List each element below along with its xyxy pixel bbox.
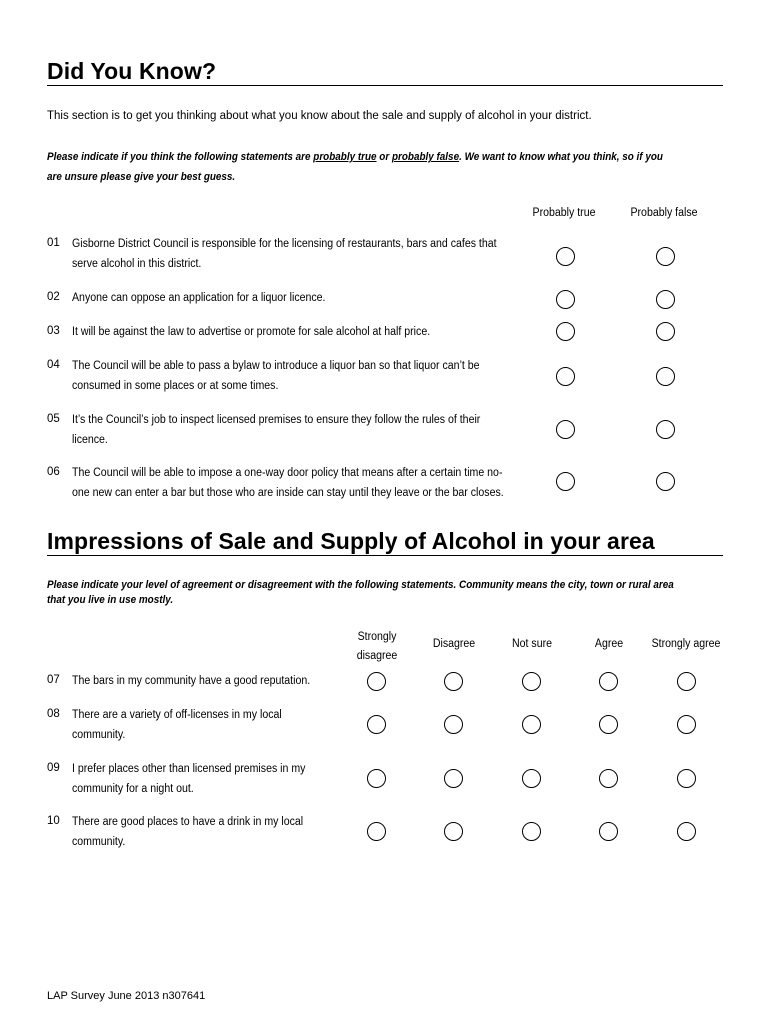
q01-probably-true-radio[interactable]	[556, 247, 575, 266]
q09-strongly-disagree-radio[interactable]	[367, 769, 386, 788]
q02-probably-true-radio[interactable]	[556, 290, 575, 309]
question-text: It’s the Council’s job to inspect licensed premises to ensure they follow the rules of their licence.	[72, 414, 481, 446]
q07-disagree-radio[interactable]	[444, 672, 463, 691]
question-number: 03	[47, 325, 60, 337]
question-number: 01	[47, 237, 60, 249]
column-header-probably-true: Probably true	[532, 207, 596, 219]
question-text: It will be against the law to advertise or promote for sale alcohol at half price.	[72, 326, 431, 338]
q06-probably-false-radio[interactable]	[656, 472, 675, 491]
q08-strongly-agree-radio[interactable]	[677, 715, 696, 734]
column-header-not-sure: Not sure	[512, 638, 552, 650]
q08-agree-radio[interactable]	[599, 715, 618, 734]
q03-probably-false-radio[interactable]	[656, 322, 675, 341]
question-text: Gisborne District Council is responsible for the licensing of restaurants, bars and cafes that serve alcohol in this district.	[72, 238, 497, 270]
column-header-disagree: Disagree	[432, 638, 476, 650]
question-text: The Council will be able to pass a bylaw to introduce a liquor ban so that liquor can’t be consumed in some places or at some times.	[72, 360, 480, 392]
q04-probably-true-radio[interactable]	[556, 367, 575, 386]
question-number: 04	[47, 359, 60, 371]
question-text: I prefer places other than licensed premises in my community for a night out.	[72, 763, 306, 795]
question-number: 07	[47, 674, 60, 686]
column-header-agree: Agree	[594, 638, 624, 650]
question-number: 05	[47, 413, 60, 425]
q06-probably-true-radio[interactable]	[556, 472, 575, 491]
q10-not-sure-radio[interactable]	[522, 822, 541, 841]
q03-probably-true-radio[interactable]	[556, 322, 575, 341]
section1-title: Did You Know?	[47, 58, 217, 84]
column-header-strongly-disagree: Strongly disagree	[356, 631, 398, 662]
q04-probably-false-radio[interactable]	[656, 367, 675, 386]
column-header-probably-false: Probably false	[630, 207, 698, 219]
q10-agree-radio[interactable]	[599, 822, 618, 841]
footer-text: LAP Survey June 2013 n307641	[47, 990, 206, 1002]
section2-rule	[47, 555, 723, 556]
q08-not-sure-radio[interactable]	[522, 715, 541, 734]
q08-strongly-disagree-radio[interactable]	[367, 715, 386, 734]
q10-strongly-agree-radio[interactable]	[677, 822, 696, 841]
q09-not-sure-radio[interactable]	[522, 769, 541, 788]
probably-true-emphasis: probably true	[313, 151, 377, 163]
q05-probably-true-radio[interactable]	[556, 420, 575, 439]
section1-instruction-line1: Please indicate if you think the following statements are probably true or probably false. We want to know what you think, so if you	[47, 151, 663, 163]
q07-agree-radio[interactable]	[599, 672, 618, 691]
q01-probably-false-radio[interactable]	[656, 247, 675, 266]
question-number: 08	[47, 708, 60, 720]
q09-disagree-radio[interactable]	[444, 769, 463, 788]
question-text: The bars in my community have a good reputation.	[72, 675, 311, 687]
q10-disagree-radio[interactable]	[444, 822, 463, 841]
section1-rule	[47, 85, 723, 86]
q10-strongly-disagree-radio[interactable]	[367, 822, 386, 841]
question-text: The Council will be able to impose a one-way door policy that means after a certain time no- one new can enter a bar but those who are inside can stay until they leave or the bar closes.	[72, 467, 504, 499]
q09-agree-radio[interactable]	[599, 769, 618, 788]
question-number: 09	[47, 762, 60, 774]
question-text: There are a variety of off-licenses in my local community.	[72, 709, 282, 741]
q08-disagree-radio[interactable]	[444, 715, 463, 734]
q09-strongly-agree-radio[interactable]	[677, 769, 696, 788]
q02-probably-false-radio[interactable]	[656, 290, 675, 309]
question-number: 02	[47, 291, 60, 303]
q07-not-sure-radio[interactable]	[522, 672, 541, 691]
question-text: Anyone can oppose an application for a liquor licence.	[72, 292, 326, 304]
section2-title: Impressions of Sale and Supply of Alcohol in your area	[47, 528, 655, 554]
section1-instruction-line2: are unsure please give your best guess.	[47, 171, 236, 183]
q05-probably-false-radio[interactable]	[656, 420, 675, 439]
question-text: There are good places to have a drink in my local community.	[72, 816, 304, 848]
section2-instruction: Please indicate your level of agreement or disagreement with the following statements. Community means the city, town or rural area that you live in use mostly.	[47, 579, 674, 606]
column-header-strongly-agree: Strongly agree	[651, 638, 721, 650]
question-number: 06	[47, 466, 60, 478]
probably-false-emphasis: probably false	[391, 151, 460, 163]
section1-intro: This section is to get you thinking about what you know about the sale and supply of alcohol in your district.	[47, 110, 592, 122]
q07-strongly-agree-radio[interactable]	[677, 672, 696, 691]
section1-instruction	[47, 147, 663, 187]
question-number: 10	[47, 815, 60, 827]
q07-strongly-disagree-radio[interactable]	[367, 672, 386, 691]
